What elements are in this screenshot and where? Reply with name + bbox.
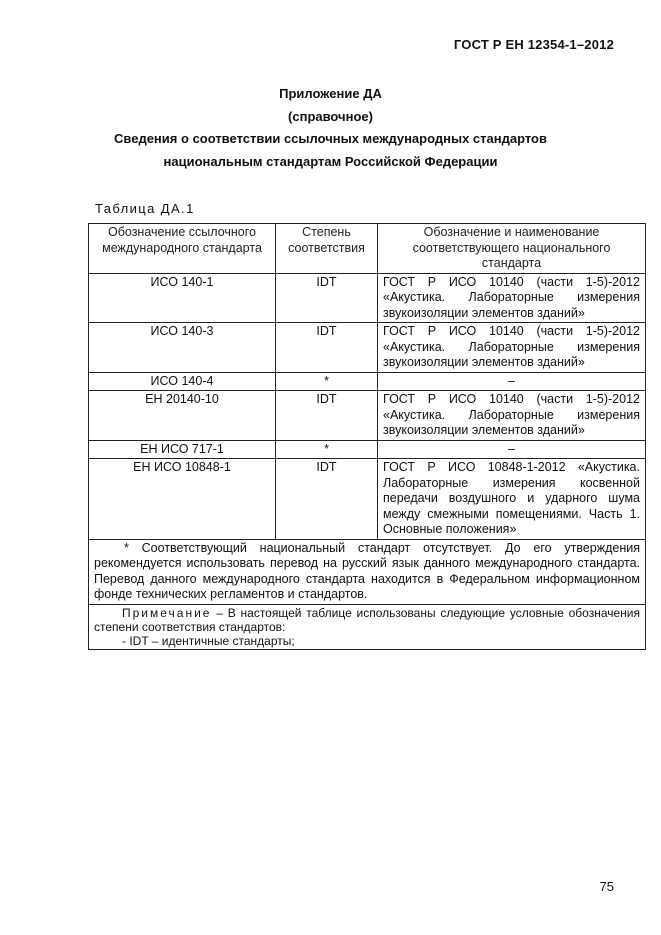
cell-national: ГОСТ Р ИСО 10848-1-2012 «Акустика. Лабораторные измерения косвенной передачи воздушного и ударного шума между смежными помещениями. Часть 1. Основные положения» <box>378 459 646 540</box>
table-header-row <box>89 224 646 274</box>
table-row <box>89 273 646 323</box>
cell-degree: IDT <box>276 391 378 441</box>
cell-ref: ИСО 140-1 <box>89 273 276 323</box>
cell-ref: ЕН ИСО 10848-1 <box>89 459 276 540</box>
cell-ref: ИСО 140-4 <box>89 372 276 391</box>
footnote-row <box>89 539 646 604</box>
column-header-degree: Степень соответствия <box>276 224 378 274</box>
table-note <box>89 604 646 649</box>
table-label: Таблица ДА.1 <box>95 201 195 216</box>
column-header-national: Обозначение и наименование соответствующего национального стандарта <box>378 224 646 274</box>
note-label: Примечание <box>122 605 212 620</box>
cell-degree: * <box>276 372 378 391</box>
note-text: – В настоящей таблице использованы следующие условные обозначения степени соответствия стандартов: <box>94 605 640 634</box>
cell-ref: ЕН 20140-10 <box>89 391 276 441</box>
cell-degree: * <box>276 440 378 459</box>
table-footnote: * Соответствующий национальный стандарт отсутствует. До его утверждения рекомендуется использовать перевод на русский язык данного международного стандарта. Перевод данного международного стандарта находится в Федеральном информационном фонде технических регламентов и стандартов. <box>89 539 646 604</box>
table-row <box>89 372 646 391</box>
table-row <box>89 459 646 540</box>
correspondence-table <box>88 223 646 650</box>
cell-degree: IDT <box>276 273 378 323</box>
appendix-subtitle: (справочное) <box>288 109 373 124</box>
cell-ref: ЕН ИСО 717-1 <box>89 440 276 459</box>
cell-national: ГОСТ Р ИСО 10140 (части 1-5)-2012 «Акустика. Лабораторные измерения звукоизоляции элементов зданий» <box>378 273 646 323</box>
cell-national: – <box>378 372 646 391</box>
appendix-heading-line2: национальным стандартам Российской Федерации <box>163 154 498 169</box>
table-row <box>89 440 646 459</box>
cell-degree: IDT <box>276 459 378 540</box>
document-code: ГОСТ Р ЕН 12354-1–2012 <box>453 37 614 52</box>
table-row <box>89 391 646 441</box>
cell-ref: ИСО 140-3 <box>89 323 276 373</box>
appendix-title: Приложение ДА <box>279 86 382 101</box>
note-item: - IDT – идентичные стандарты; <box>122 633 295 648</box>
note-row <box>89 604 646 649</box>
appendix-heading-line1: Сведения о соответствии ссылочных международных стандартов <box>114 131 547 146</box>
cell-degree: IDT <box>276 323 378 373</box>
column-header-ref: Обозначение ссылочного международного стандарта <box>89 224 276 274</box>
page-number: 75 <box>599 879 614 894</box>
cell-national: ГОСТ Р ИСО 10140 (части 1-5)-2012 «Акустика. Лабораторные измерения звукоизоляции элементов зданий» <box>378 323 646 373</box>
table-row <box>89 323 646 373</box>
cell-national: ГОСТ Р ИСО 10140 (части 1-5)-2012 «Акустика. Лабораторные измерения звукоизоляции элементов зданий» <box>378 391 646 441</box>
cell-national: – <box>378 440 646 459</box>
